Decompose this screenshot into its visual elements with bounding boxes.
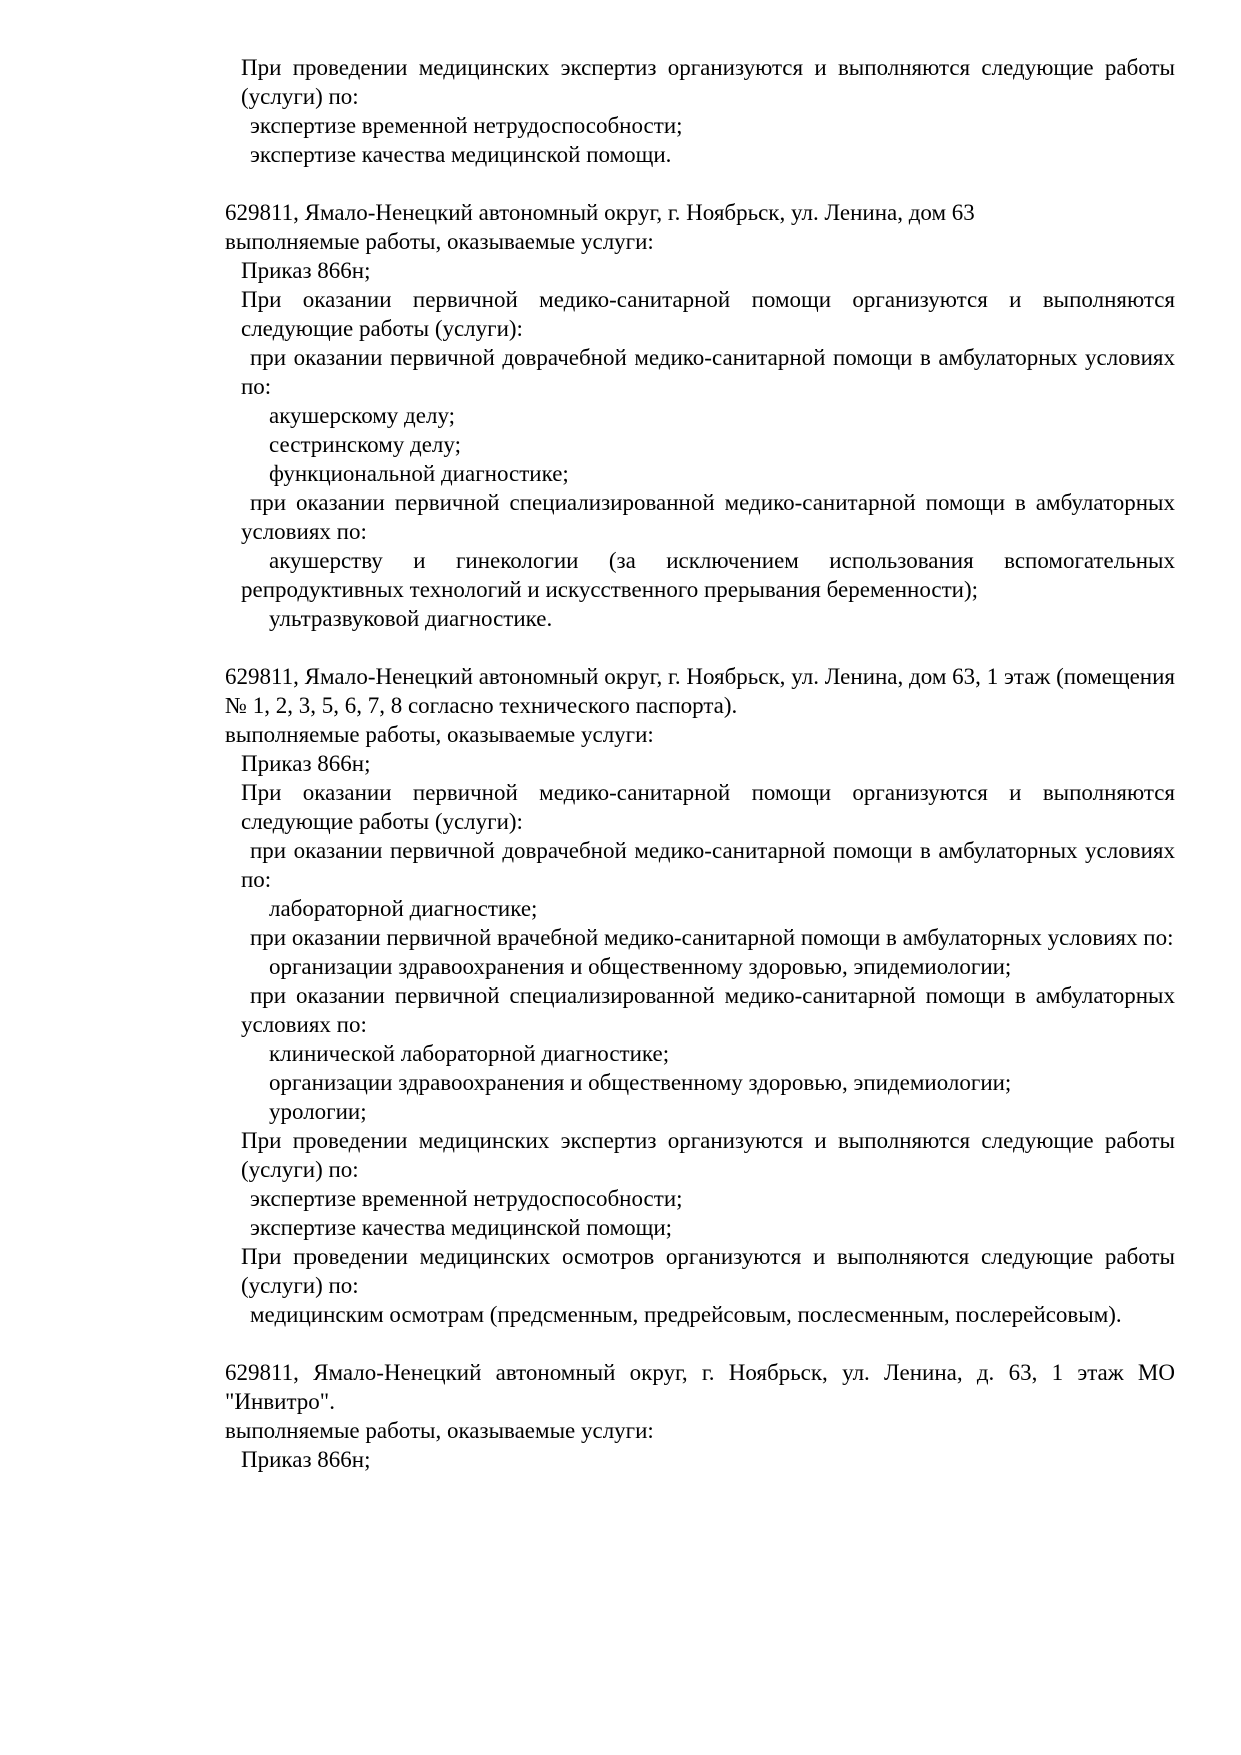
document-content (225, 53, 1175, 1474)
works-services-label: выполняемые работы, оказываемые услуги: (225, 722, 654, 747)
works-services-label: выполняемые работы, оказываемые услуги: (225, 1418, 654, 1443)
section-location-lenina-63 (225, 198, 1175, 633)
work-service-item: экспертизе временной нетрудоспособности; (250, 1186, 683, 1211)
location-address: 629811, Ямало-Ненецкий автономный округ, г. Ноябрьск, ул. Ленина, дом 63, 1 этаж (помещения № 1, 2, 3, 5, 6, 7, 8 согласно технического паспорта). (225, 664, 1175, 718)
work-service-item: организации здравоохранения и общественному здоровью, эпидемиологии; (269, 954, 1012, 979)
work-service-item: При проведении медицинских экспертиз организуются и выполняются следующие работы (услуги) по: (241, 1128, 1175, 1182)
work-service-item: При проведении медицинских экспертиз организуются и выполняются следующие работы (услуги) по: (241, 55, 1175, 109)
work-service-item: при оказании первичной специализированной медико-санитарной помощи в амбулаторных условиях по: (241, 490, 1175, 544)
work-service-item: экспертизе временной нетрудоспособности; (250, 113, 683, 138)
work-service-item: При оказании первичной медико-санитарной помощи организуются и выполняются следующие работы (услуги): (241, 780, 1175, 834)
work-service-item: экспертизе качества медицинской помощи; (250, 1215, 673, 1240)
work-service-item: урологии; (269, 1099, 367, 1124)
work-service-item: организации здравоохранения и общественному здоровью, эпидемиологии; (269, 1070, 1012, 1095)
work-service-item: ультразвуковой диагностике. (269, 606, 553, 631)
section-location-lenina-63-invitro (225, 1358, 1175, 1474)
work-service-item: медицинским осмотрам (предсменным, предрейсовым, послесменным, послерейсовым). (250, 1302, 1122, 1327)
work-service-item: акушерству и гинекологии (за исключением использования вспомогательных репродуктивных технологий и искусственного прерывания беременности); (241, 548, 1175, 602)
work-service-item: клинической лабораторной диагностике; (269, 1041, 670, 1066)
location-address: 629811, Ямало-Ненецкий автономный округ, г. Ноябрьск, ул. Ленина, дом 63 (225, 200, 975, 225)
section-location-lenina-63-floor-1 (225, 662, 1175, 1329)
work-service-item: При оказании первичной медико-санитарной помощи организуются и выполняются следующие работы (услуги): (241, 287, 1175, 341)
section-expertise-continuation (225, 53, 1175, 169)
work-service-item: При проведении медицинских осмотров организуются и выполняются следующие работы (услуги) по: (241, 1244, 1175, 1298)
location-address: 629811, Ямало-Ненецкий автономный округ, г. Ноябрьск, ул. Ленина, д. 63, 1 этаж МО "Инвитро". (225, 1360, 1175, 1414)
order-reference: Приказ 866н; (241, 258, 371, 283)
order-reference: Приказ 866н; (241, 751, 371, 776)
works-services-label: выполняемые работы, оказываемые услуги: (225, 229, 654, 254)
work-service-item: при оказании первичной доврачебной медико-санитарной помощи в амбулаторных условиях по: (241, 345, 1175, 399)
work-service-item: функциональной диагностике; (269, 461, 569, 486)
work-service-item: лабораторной диагностике; (269, 896, 538, 921)
work-service-item: сестринскому делу; (269, 432, 461, 457)
work-service-item: при оказании первичной доврачебной медико-санитарной помощи в амбулаторных условиях по: (241, 838, 1175, 892)
work-service-item: акушерскому делу; (269, 403, 456, 428)
work-service-item: при оказании первичной врачебной медико-санитарной помощи в амбулаторных условиях по: (250, 925, 1174, 950)
order-reference: Приказ 866н; (241, 1447, 371, 1472)
work-service-item: при оказании первичной специализированной медико-санитарной помощи в амбулаторных условиях по: (241, 983, 1175, 1037)
work-service-item: экспертизе качества медицинской помощи. (250, 142, 672, 167)
